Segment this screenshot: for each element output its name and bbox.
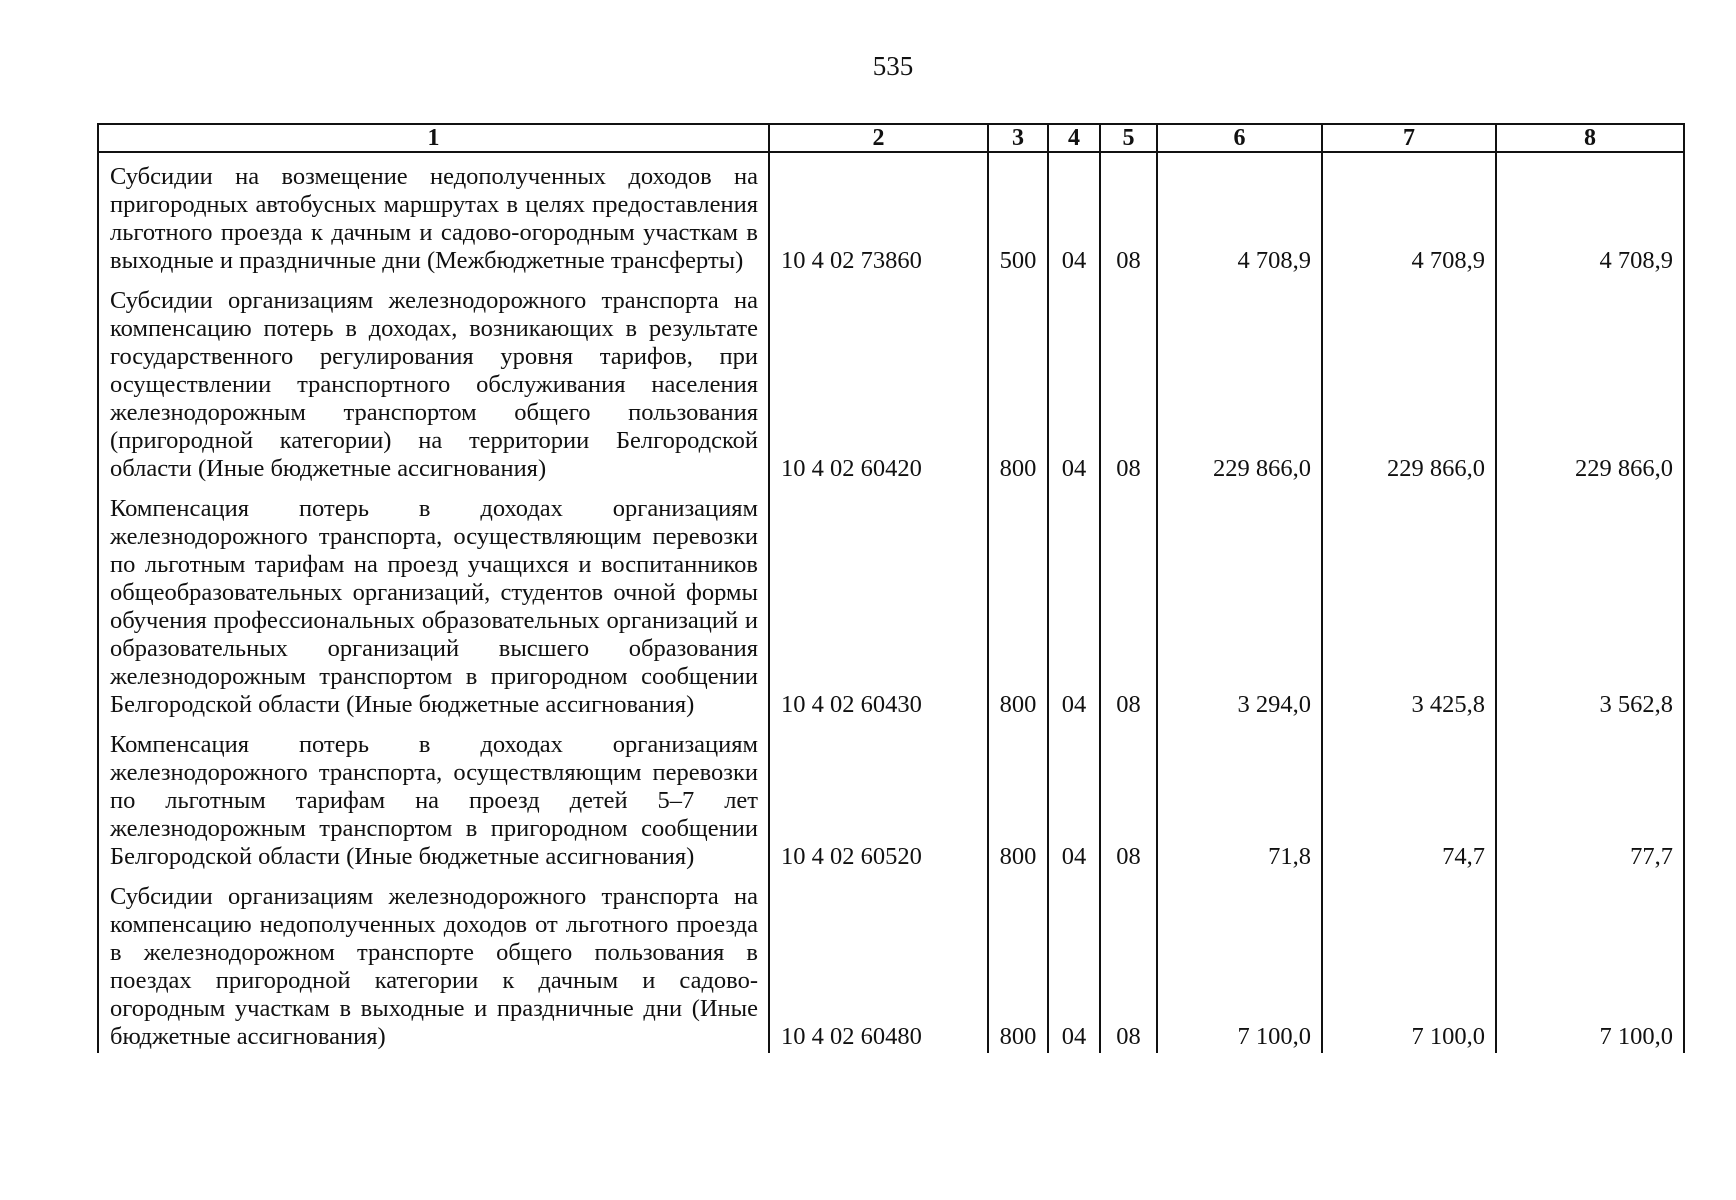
table-row: [98, 873, 1684, 1053]
column-header-6: 6: [1157, 124, 1322, 152]
column-header-1: 1: [98, 124, 769, 152]
row-col3: 800: [988, 277, 1048, 485]
row-col6: 4 708,9: [1157, 152, 1322, 277]
row-col5: 08: [1100, 721, 1157, 873]
row-col6: 3 294,0: [1157, 485, 1322, 721]
table-row: [98, 721, 1684, 873]
budget-table: [97, 123, 1685, 1053]
column-header-2: 2: [769, 124, 988, 152]
row-col8: 4 708,9: [1496, 152, 1684, 277]
row-col7: 74,7: [1322, 721, 1496, 873]
column-header-7: 7: [1322, 124, 1496, 152]
table-header-row: [98, 124, 1684, 152]
column-header-5: 5: [1100, 124, 1157, 152]
row-col7: 3 425,8: [1322, 485, 1496, 721]
row-col6: 7 100,0: [1157, 873, 1322, 1053]
row-col8: 3 562,8: [1496, 485, 1684, 721]
row-code: 10 4 02 60430: [769, 485, 988, 721]
table-row: [98, 485, 1684, 721]
table-row: [98, 277, 1684, 485]
row-col6: 71,8: [1157, 721, 1322, 873]
row-name: Субсидии организациям железнодорожного транспорта на компенсацию недополученных доходов от льготного проезда в железнодорожном транспорте общего пользования в поездах пригородной категории к дачным и садово-огородным участкам в выходные и праздничные дни (Иные бюджетные ассигнования): [98, 873, 769, 1053]
page-number: 535: [872, 51, 914, 81]
row-col8: 229 866,0: [1496, 277, 1684, 485]
row-name: Компенсация потерь в доходах организациям железнодорожного транспорта, осуществляющим перевозки по льготным тарифам на проезд учащихся и воспитанников общеобразовательных организаций, студентов очной формы обучения профессиональных образовательных организаций и образовательных организаций высшего образования железнодорожным транспортом в пригородном сообщении Белгородской области (Иные бюджетные ассигнования): [98, 485, 769, 721]
row-col6: 229 866,0: [1157, 277, 1322, 485]
row-col3: 800: [988, 721, 1048, 873]
row-name: Компенсация потерь в доходах организациям железнодорожного транспорта, осуществляющим перевозки по льготным тарифам на проезд детей 5–7 лет железнодорожным транспортом в пригородном сообщении Белгородской области (Иные бюджетные ассигнования): [98, 721, 769, 873]
row-col3: 800: [988, 485, 1048, 721]
row-code: 10 4 02 73860: [769, 152, 988, 277]
row-col5: 08: [1100, 277, 1157, 485]
row-col7: 7 100,0: [1322, 873, 1496, 1053]
row-col4: 04: [1048, 277, 1100, 485]
row-col4: 04: [1048, 485, 1100, 721]
row-col7: 229 866,0: [1322, 277, 1496, 485]
row-name: Субсидии организациям железнодорожного транспорта на компенсацию потерь в доходах, возникающих в результате государственного регулирования уровня тарифов, при осуществлении транспортного обслуживания населения железнодорожным транспортом общего пользования (пригородной категории) на территории Белгородской области (Иные бюджетные ассигнования): [98, 277, 769, 485]
row-code: 10 4 02 60520: [769, 721, 988, 873]
row-col5: 08: [1100, 873, 1157, 1053]
row-col5: 08: [1100, 152, 1157, 277]
row-col3: 800: [988, 873, 1048, 1053]
table-row: [98, 152, 1684, 277]
row-name: Субсидии на возмещение недополученных доходов на пригородных автобусных маршрутах в целях предоставления льготного проезда к дачным и садово-огородным участкам в выходные и праздничные дни (Межбюджетные трансферты): [98, 152, 769, 277]
column-header-3: 3: [988, 124, 1048, 152]
row-col4: 04: [1048, 721, 1100, 873]
row-col5: 08: [1100, 485, 1157, 721]
row-code: 10 4 02 60480: [769, 873, 988, 1053]
row-code: 10 4 02 60420: [769, 277, 988, 485]
row-col3: 500: [988, 152, 1048, 277]
row-col8: 77,7: [1496, 721, 1684, 873]
column-header-8: 8: [1496, 124, 1684, 152]
row-col4: 04: [1048, 873, 1100, 1053]
row-col4: 04: [1048, 152, 1100, 277]
row-col8: 7 100,0: [1496, 873, 1684, 1053]
column-header-4: 4: [1048, 124, 1100, 152]
row-col7: 4 708,9: [1322, 152, 1496, 277]
